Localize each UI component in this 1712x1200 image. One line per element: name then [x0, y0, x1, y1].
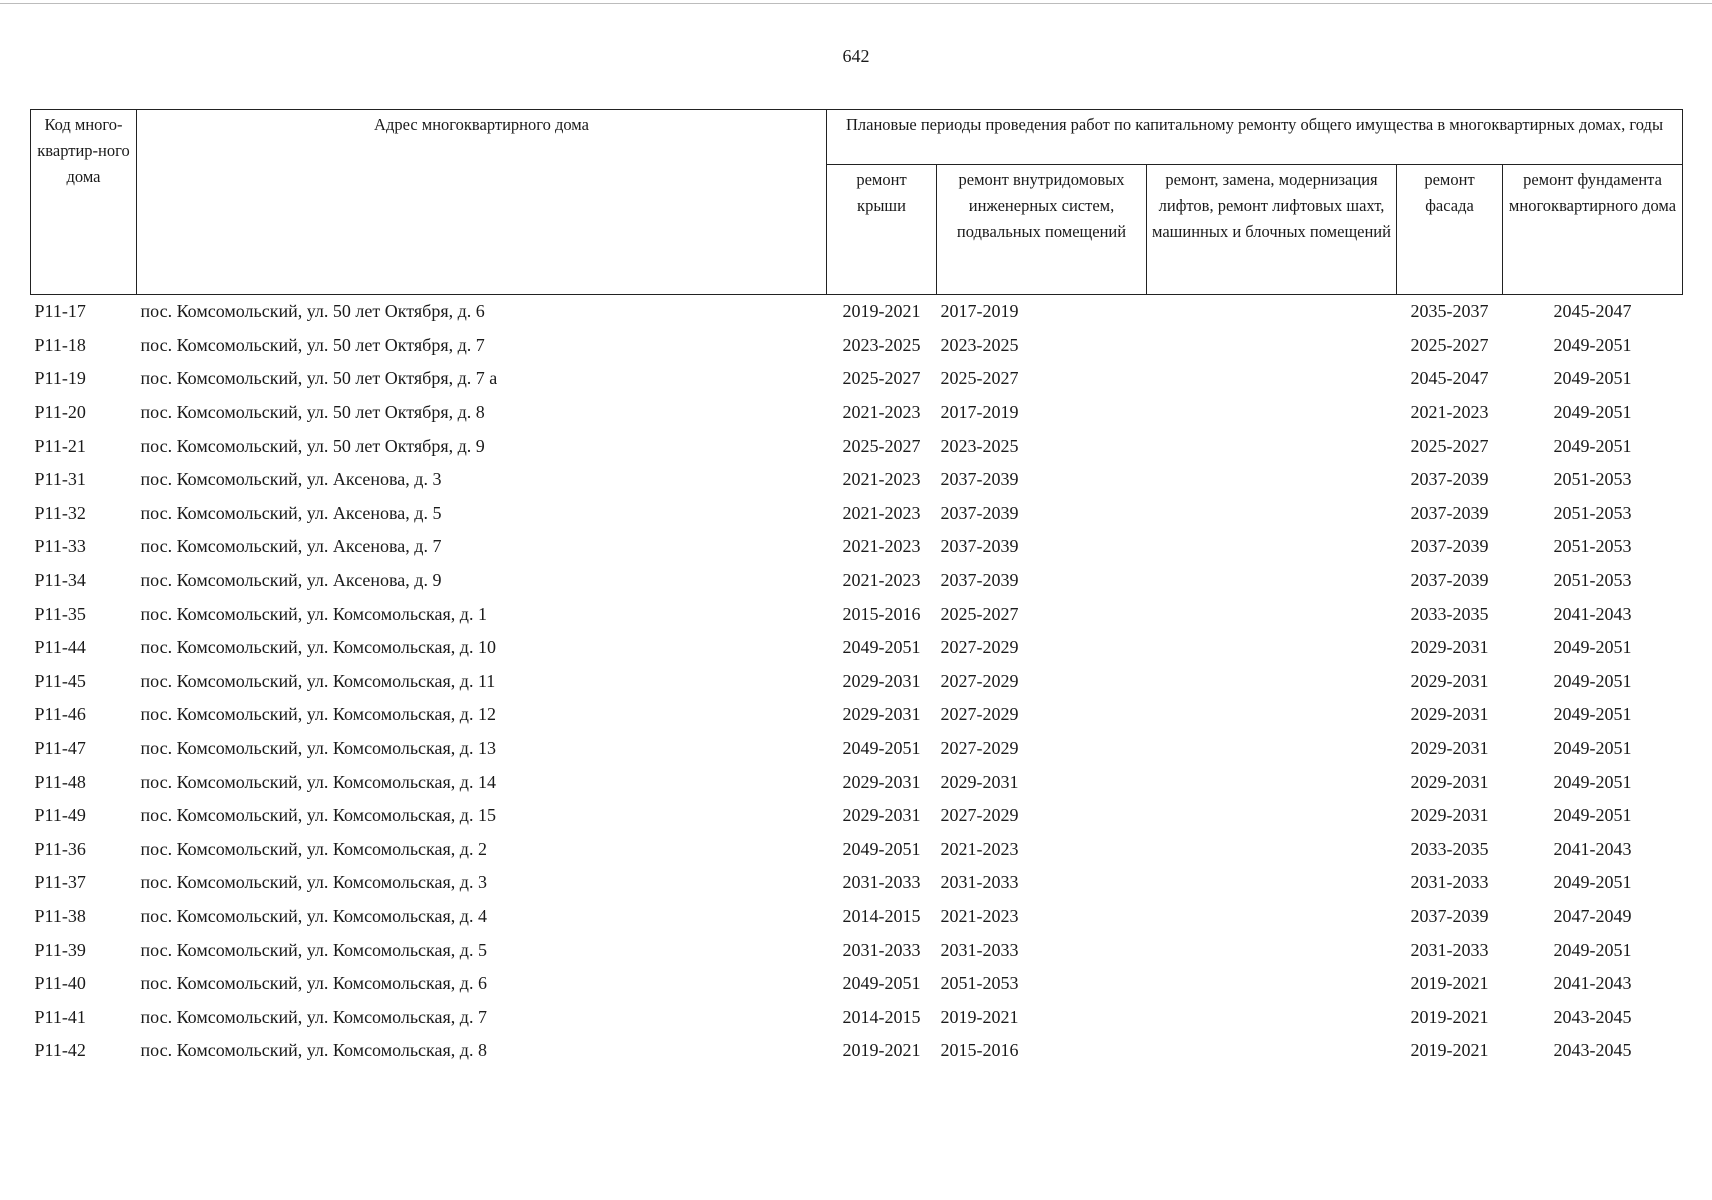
cell-address: пос. Комсомольский, ул. Аксенова, д. 3 — [140, 469, 442, 490]
cell-systems: 2019-2021 — [940, 1006, 1019, 1027]
cell-address: пос. Комсомольский, ул. Комсомольская, д. 2 — [140, 838, 487, 859]
cell-lift — [1147, 362, 1397, 396]
table-body — [31, 295, 1683, 1068]
cell-facade: 2025-2027 — [1410, 334, 1489, 355]
cell-foundation: 2049-2051 — [1553, 738, 1632, 759]
cell-code: Р11-19 — [34, 368, 86, 389]
cell-roof: 2015-2016 — [842, 603, 921, 624]
cell-code: Р11-35 — [34, 603, 86, 624]
cell-systems: 2027-2029 — [940, 704, 1019, 725]
cell-systems: 2029-2031 — [940, 771, 1019, 792]
header-code: Код много-квартир-ного дома — [31, 110, 137, 295]
table-row — [31, 396, 1683, 430]
cell-systems: 2037-2039 — [940, 536, 1019, 557]
cell-roof: 2021-2023 — [842, 502, 921, 523]
cell-foundation: 2041-2043 — [1553, 838, 1632, 859]
cell-roof: 2049-2051 — [842, 973, 921, 994]
cell-address: пос. Комсомольский, ул. Комсомольская, д. 11 — [140, 670, 496, 691]
cell-address: пос. Комсомольский, ул. 50 лет Октября, д. 8 — [140, 402, 485, 423]
cell-lift — [1147, 967, 1397, 1001]
cell-facade: 2031-2033 — [1410, 872, 1489, 893]
table-row — [31, 765, 1683, 799]
cell-systems: 2027-2029 — [940, 805, 1019, 826]
cell-roof: 2031-2033 — [842, 872, 921, 893]
cell-systems: 2025-2027 — [940, 603, 1019, 624]
table-row — [31, 732, 1683, 766]
cell-foundation: 2049-2051 — [1553, 670, 1632, 691]
table-row — [31, 329, 1683, 363]
cell-address: пос. Комсомольский, ул. 50 лет Октября, д. 6 — [140, 301, 485, 322]
cell-code: Р11-39 — [34, 939, 86, 960]
cell-foundation: 2049-2051 — [1553, 368, 1632, 389]
cell-lift — [1147, 732, 1397, 766]
top-scan-line — [0, 3, 1712, 4]
cell-roof: 2029-2031 — [842, 670, 921, 691]
cell-address: пос. Комсомольский, ул. Комсомольская, д. 5 — [140, 939, 487, 960]
cell-address: пос. Комсомольский, ул. Комсомольская, д. 10 — [140, 637, 496, 658]
cell-lift — [1147, 530, 1397, 564]
cell-foundation: 2049-2051 — [1553, 872, 1632, 893]
cell-systems: 2027-2029 — [940, 670, 1019, 691]
cell-roof: 2031-2033 — [842, 939, 921, 960]
cell-lift — [1147, 698, 1397, 732]
header-address: Адрес многоквартирного дома — [137, 110, 827, 295]
cell-code: Р11-40 — [34, 973, 86, 994]
table-row — [31, 530, 1683, 564]
cell-address: пос. Комсомольский, ул. Комсомольская, д. 12 — [140, 704, 496, 725]
cell-roof: 2021-2023 — [842, 570, 921, 591]
cell-lift — [1147, 866, 1397, 900]
cell-address: пос. Комсомольский, ул. Комсомольская, д. 15 — [140, 805, 496, 826]
table-row — [31, 362, 1683, 396]
cell-systems: 2023-2025 — [940, 435, 1019, 456]
cell-systems: 2031-2033 — [940, 939, 1019, 960]
cell-address: пос. Комсомольский, ул. Комсомольская, д. 7 — [140, 1006, 487, 1027]
table-row — [31, 463, 1683, 497]
cell-address: пос. Комсомольский, ул. Комсомольская, д. 4 — [140, 905, 487, 926]
cell-facade: 2035-2037 — [1410, 301, 1489, 322]
table-row — [31, 497, 1683, 531]
cell-systems: 2037-2039 — [940, 570, 1019, 591]
table-row — [31, 1034, 1683, 1068]
header-periods: Плановые периоды проведения работ по капитальному ремонту общего имущества в многоквартирных домах, годы — [827, 110, 1683, 165]
cell-foundation: 2051-2053 — [1553, 502, 1632, 523]
cell-roof: 2019-2021 — [842, 301, 921, 322]
table-row — [31, 597, 1683, 631]
cell-facade: 2029-2031 — [1410, 738, 1489, 759]
table-row — [31, 1000, 1683, 1034]
cell-code: Р11-31 — [34, 469, 86, 490]
table-row — [31, 833, 1683, 867]
cell-systems: 2025-2027 — [940, 368, 1019, 389]
table-row — [31, 933, 1683, 967]
cell-lift — [1147, 429, 1397, 463]
cell-roof: 2023-2025 — [842, 334, 921, 355]
cell-lift — [1147, 900, 1397, 934]
cell-code: Р11-47 — [34, 738, 86, 759]
cell-lift — [1147, 1034, 1397, 1068]
cell-lift — [1147, 497, 1397, 531]
cell-systems: 2027-2029 — [940, 738, 1019, 759]
cell-foundation: 2043-2045 — [1553, 1006, 1632, 1027]
header-foundation: ремонт фундамента многоквартирного дома — [1503, 165, 1683, 295]
cell-foundation: 2045-2047 — [1553, 301, 1632, 322]
cell-address: пос. Комсомольский, ул. Аксенова, д. 7 — [140, 536, 442, 557]
cell-foundation: 2049-2051 — [1553, 402, 1632, 423]
cell-facade: 2037-2039 — [1410, 502, 1489, 523]
cell-address: пос. Комсомольский, ул. 50 лет Октября, д. 9 — [140, 435, 485, 456]
cell-facade: 2033-2035 — [1410, 603, 1489, 624]
cell-facade: 2029-2031 — [1410, 805, 1489, 826]
cell-systems: 2021-2023 — [940, 905, 1019, 926]
cell-facade: 2029-2031 — [1410, 704, 1489, 725]
cell-roof: 2014-2015 — [842, 1006, 921, 1027]
cell-lift — [1147, 765, 1397, 799]
cell-address: пос. Комсомольский, ул. Комсомольская, д. 13 — [140, 738, 496, 759]
cell-address: пос. Комсомольский, ул. 50 лет Октября, д. 7 а — [140, 368, 498, 389]
cell-code: Р11-18 — [34, 334, 86, 355]
cell-code: Р11-44 — [34, 637, 86, 658]
cell-foundation: 2049-2051 — [1553, 435, 1632, 456]
cell-systems: 2051-2053 — [940, 973, 1019, 994]
cell-foundation: 2049-2051 — [1553, 704, 1632, 725]
cell-lift — [1147, 463, 1397, 497]
cell-roof: 2049-2051 — [842, 738, 921, 759]
cell-address: пос. Комсомольский, ул. 50 лет Октября, д. 7 — [140, 334, 485, 355]
cell-facade: 2031-2033 — [1410, 939, 1489, 960]
cell-lift — [1147, 833, 1397, 867]
cell-facade: 2029-2031 — [1410, 670, 1489, 691]
cell-facade: 2029-2031 — [1410, 637, 1489, 658]
cell-address: пос. Комсомольский, ул. Комсомольская, д. 6 — [140, 973, 487, 994]
header-systems: ремонт внутридомовых инженерных систем, подвальных помещений — [937, 165, 1147, 295]
cell-lift — [1147, 396, 1397, 430]
table-row — [31, 866, 1683, 900]
cell-foundation: 2047-2049 — [1553, 905, 1632, 926]
header-roof: ремонт крыши — [827, 165, 937, 295]
cell-lift — [1147, 1000, 1397, 1034]
cell-foundation: 2049-2051 — [1553, 805, 1632, 826]
cell-code: Р11-46 — [34, 704, 86, 725]
cell-roof: 2025-2027 — [842, 368, 921, 389]
cell-lift — [1147, 631, 1397, 665]
cell-foundation: 2051-2053 — [1553, 469, 1632, 490]
table-row — [31, 698, 1683, 732]
cell-roof: 2029-2031 — [842, 771, 921, 792]
cell-lift — [1147, 665, 1397, 699]
cell-systems: 2017-2019 — [940, 402, 1019, 423]
cell-facade: 2037-2039 — [1410, 536, 1489, 557]
cell-roof: 2019-2021 — [842, 1040, 921, 1061]
cell-facade: 2025-2027 — [1410, 435, 1489, 456]
cell-roof: 2021-2023 — [842, 469, 921, 490]
cell-lift — [1147, 295, 1397, 329]
cell-lift — [1147, 597, 1397, 631]
cell-roof: 2029-2031 — [842, 704, 921, 725]
table-row — [31, 295, 1683, 329]
cell-facade: 2019-2021 — [1410, 973, 1489, 994]
cell-lift — [1147, 564, 1397, 598]
cell-code: Р11-17 — [34, 301, 86, 322]
cell-roof: 2049-2051 — [842, 838, 921, 859]
cell-facade: 2019-2021 — [1410, 1006, 1489, 1027]
cell-roof: 2049-2051 — [842, 637, 921, 658]
cell-code: Р11-41 — [34, 1006, 86, 1027]
cell-foundation: 2041-2043 — [1553, 973, 1632, 994]
cell-roof: 2014-2015 — [842, 905, 921, 926]
cell-code: Р11-42 — [34, 1040, 86, 1061]
cell-address: пос. Комсомольский, ул. Комсомольская, д. 14 — [140, 771, 496, 792]
cell-address: пос. Комсомольский, ул. Комсомольская, д. 1 — [140, 603, 487, 624]
cell-systems: 2037-2039 — [940, 502, 1019, 523]
cell-foundation: 2049-2051 — [1553, 939, 1632, 960]
cell-facade: 2029-2031 — [1410, 771, 1489, 792]
cell-roof: 2029-2031 — [842, 805, 921, 826]
cell-systems: 2023-2025 — [940, 334, 1019, 355]
cell-systems: 2031-2033 — [940, 872, 1019, 893]
cell-code: Р11-21 — [34, 435, 86, 456]
cell-address: пос. Комсомольский, ул. Аксенова, д. 9 — [140, 570, 442, 591]
cell-code: Р11-45 — [34, 670, 86, 691]
header-facade: ремонт фасада — [1397, 165, 1503, 295]
cell-code: Р11-36 — [34, 838, 86, 859]
cell-code: Р11-49 — [34, 805, 86, 826]
repair-schedule-table — [30, 109, 1683, 1068]
table-row — [31, 564, 1683, 598]
cell-facade: 2037-2039 — [1410, 469, 1489, 490]
cell-code: Р11-33 — [34, 536, 86, 557]
cell-lift — [1147, 933, 1397, 967]
cell-facade: 2037-2039 — [1410, 570, 1489, 591]
cell-code: Р11-34 — [34, 570, 86, 591]
cell-code: Р11-37 — [34, 872, 86, 893]
cell-systems: 2015-2016 — [940, 1040, 1019, 1061]
cell-facade: 2045-2047 — [1410, 368, 1489, 389]
cell-foundation: 2043-2045 — [1553, 1040, 1632, 1061]
cell-systems: 2027-2029 — [940, 637, 1019, 658]
cell-address: пос. Комсомольский, ул. Комсомольская, д. 8 — [140, 1040, 487, 1061]
cell-facade: 2033-2035 — [1410, 838, 1489, 859]
cell-lift — [1147, 329, 1397, 363]
cell-roof: 2021-2023 — [842, 402, 921, 423]
table-row — [31, 967, 1683, 1001]
cell-foundation: 2049-2051 — [1553, 771, 1632, 792]
cell-code: Р11-20 — [34, 402, 86, 423]
cell-systems: 2037-2039 — [940, 469, 1019, 490]
cell-systems: 2017-2019 — [940, 301, 1019, 322]
cell-code: Р11-48 — [34, 771, 86, 792]
cell-foundation: 2051-2053 — [1553, 536, 1632, 557]
cell-address: пос. Комсомольский, ул. Комсомольская, д. 3 — [140, 872, 487, 893]
cell-code: Р11-38 — [34, 905, 86, 926]
cell-facade: 2019-2021 — [1410, 1040, 1489, 1061]
cell-facade: 2021-2023 — [1410, 402, 1489, 423]
header-lift: ремонт, замена, модернизация лифтов, ремонт лифтовых шахт, машинных и блочных помещений — [1147, 165, 1397, 295]
table-row — [31, 429, 1683, 463]
cell-facade: 2037-2039 — [1410, 905, 1489, 926]
cell-foundation: 2049-2051 — [1553, 637, 1632, 658]
table-row — [31, 799, 1683, 833]
cell-systems: 2021-2023 — [940, 838, 1019, 859]
cell-roof: 2021-2023 — [842, 536, 921, 557]
cell-foundation: 2049-2051 — [1553, 334, 1632, 355]
cell-code: Р11-32 — [34, 502, 86, 523]
cell-lift — [1147, 799, 1397, 833]
cell-address: пос. Комсомольский, ул. Аксенова, д. 5 — [140, 502, 442, 523]
cell-foundation: 2041-2043 — [1553, 603, 1632, 624]
table-row — [31, 631, 1683, 665]
table-row — [31, 665, 1683, 699]
page-number: 642 — [842, 46, 870, 66]
table-row — [31, 900, 1683, 934]
cell-foundation: 2051-2053 — [1553, 570, 1632, 591]
cell-roof: 2025-2027 — [842, 435, 921, 456]
